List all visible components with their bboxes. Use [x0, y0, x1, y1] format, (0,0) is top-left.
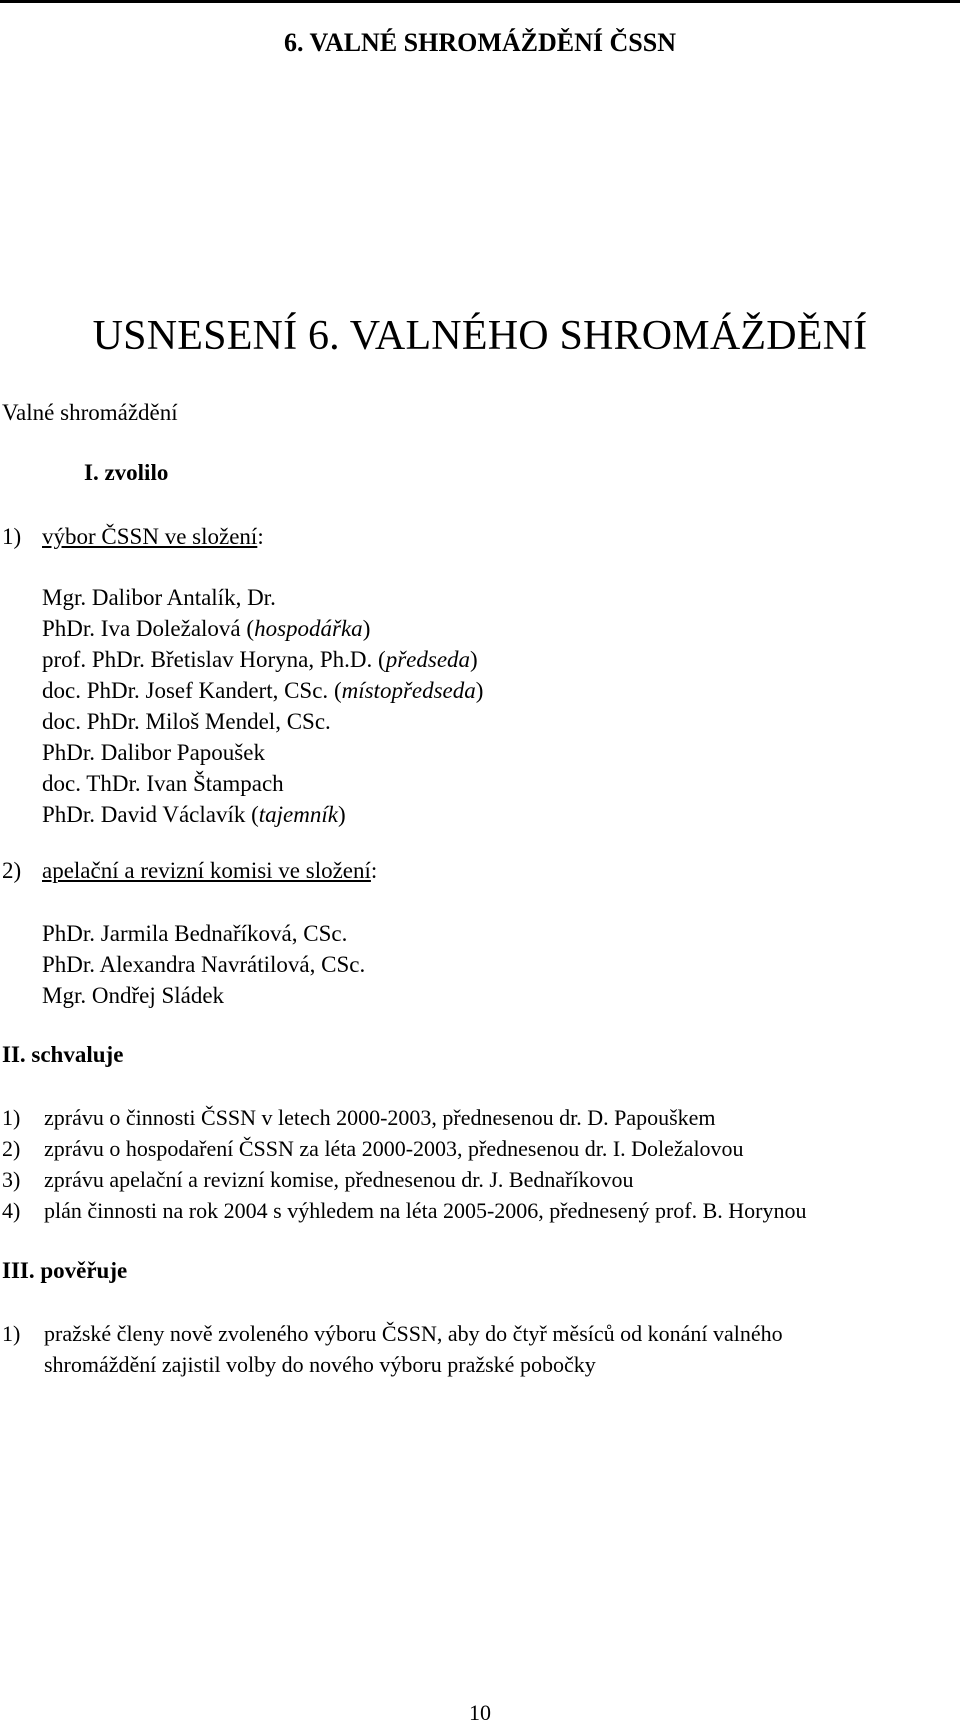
member-line: PhDr. Jarmila Bednaříková, CSc.: [42, 921, 348, 946]
member-role: tajemník: [258, 802, 338, 827]
header-rule: [0, 0, 960, 3]
section-1-heading: I. zvolilo: [84, 460, 169, 485]
member-name: doc. PhDr. Miloš Mendel, CSc.: [42, 709, 331, 734]
member-line: prof. PhDr. Břetislav Horyna, Ph.D. (předseda): [42, 647, 478, 672]
member-line: doc. PhDr. Josef Kandert, CSc. (místopředseda): [42, 678, 484, 703]
page-number: 10: [469, 1700, 491, 1725]
section-1-item-2: [2, 858, 377, 884]
member-line: [42, 768, 483, 799]
item-text: zprávu o činnosti ČSSN v letech 2000-2003, přednesenou dr. D. Papouškem: [44, 1105, 716, 1130]
commission-members: [42, 918, 365, 1011]
member-line: PhDr. David Václavík (tajemník): [42, 802, 346, 827]
member-name: Mgr. Dalibor Antalík, Dr.: [42, 585, 276, 610]
item-text: plán činnosti na rok 2004 s výhledem na léta 2005-2006, přednesený prof. B. Horynou: [44, 1198, 807, 1223]
section-3-heading: III. pověřuje: [2, 1258, 128, 1283]
item-number: 2): [2, 858, 22, 883]
list-item: [2, 1195, 807, 1226]
member-role: místopředseda: [341, 678, 476, 703]
member-line: [42, 706, 483, 737]
member-line: Mgr. Ondřej Sládek: [42, 983, 225, 1008]
member-name: PhDr. Dalibor Papoušek: [42, 740, 265, 765]
member-name: doc. PhDr. Josef Kandert, CSc.: [42, 678, 329, 703]
document-title: USNESENÍ 6. VALNÉHO SHROMÁŽDĚNÍ: [92, 313, 868, 359]
member-line: [42, 582, 483, 613]
list-item: [2, 1133, 807, 1164]
item-colon: :: [257, 524, 264, 549]
item-number: 1): [2, 1321, 21, 1346]
item-number: 2): [2, 1136, 21, 1161]
committee-members: [42, 582, 483, 830]
header-title: 6. VALNÉ SHROMÁŽDĚNÍ ČSSN: [283, 28, 677, 57]
member-line: PhDr. Alexandra Navrátilová, CSc.: [42, 952, 366, 977]
item-text: zprávu apelační a revizní komise, přednesenou dr. J. Bednaříkovou: [44, 1167, 634, 1192]
member-line: PhDr. Iva Doležalová (hospodářka): [42, 616, 371, 641]
member-role: hospodářka: [254, 616, 363, 641]
member-role: předseda: [385, 647, 471, 672]
member-name: doc. ThDr. Ivan Štampach: [42, 771, 284, 796]
list-item: [2, 1102, 807, 1133]
section-1-item-1: [2, 524, 264, 550]
item-number: 1): [2, 524, 22, 549]
item-text: shromáždění zajistil volby do nového výboru pražské pobočky: [44, 1352, 596, 1377]
list-item: [2, 1318, 783, 1349]
member-name: prof. PhDr. Břetislav Horyna, Ph.D.: [42, 647, 373, 672]
item-text: pražské členy nově zvoleného výboru ČSSN, aby do čtyř měsíců od konání valného: [44, 1321, 783, 1346]
item-colon: :: [370, 858, 378, 883]
section-3-list: [2, 1318, 783, 1380]
member-name: PhDr. Iva Doležalová: [42, 616, 241, 641]
section-2-list: [2, 1102, 807, 1226]
item-label: apelační a revizní komisi ve složení: [42, 858, 371, 883]
list-item: [2, 1164, 807, 1195]
item-number: 4): [2, 1198, 21, 1223]
item-label: výbor ČSSN ve složení: [42, 524, 258, 549]
member-line: [42, 737, 483, 768]
intro-text: Valné shromáždění: [2, 400, 178, 425]
item-text: zprávu o hospodaření ČSSN za léta 2000-2003, přednesenou dr. I. Doležalovou: [44, 1136, 744, 1161]
section-2-heading: II. schvaluje: [2, 1042, 124, 1067]
list-item-continuation: [2, 1349, 783, 1380]
item-number: 3): [2, 1167, 21, 1192]
member-name: PhDr. David Václavík: [42, 802, 246, 827]
page-header: [0, 0, 960, 88]
item-number: 1): [2, 1105, 21, 1130]
